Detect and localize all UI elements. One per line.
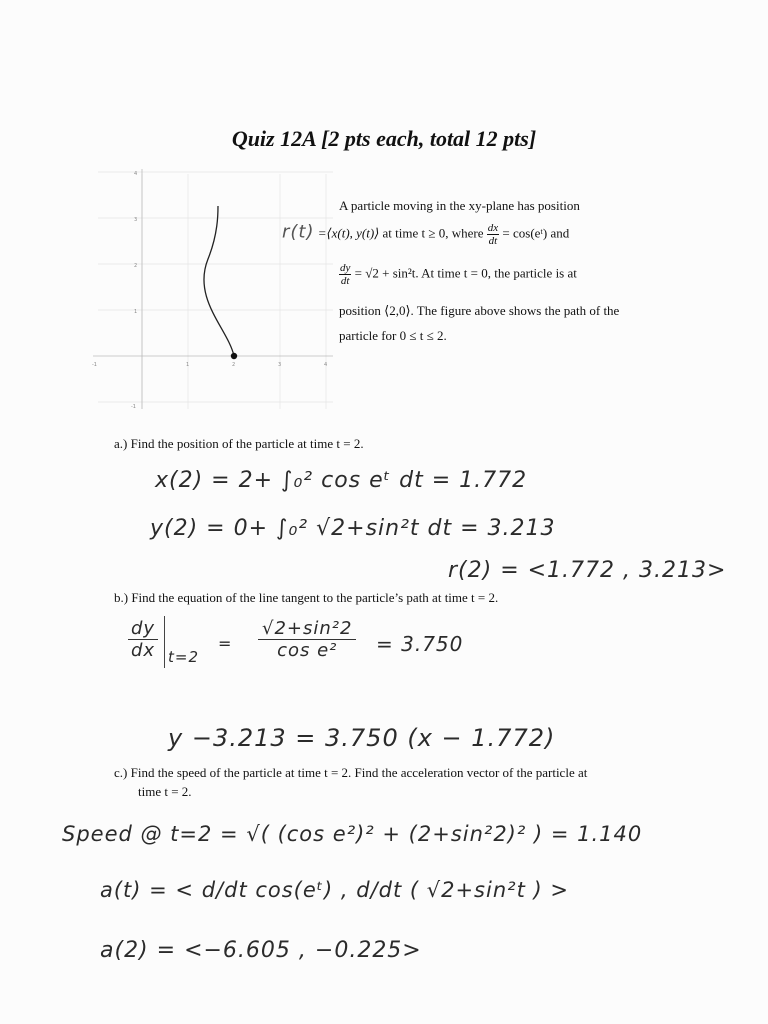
part-a-answer-x: x(2) = 2+ ∫₀² cos eᵗ dt = 1.772 xyxy=(155,468,528,493)
particle-path xyxy=(204,206,234,356)
problem-line4: position ⟨2,0⟩. The figure above shows the path of the xyxy=(339,303,620,318)
problem-line2 xyxy=(282,222,569,247)
hw-dx: dx xyxy=(130,640,156,661)
handwritten-r-of-t: r(t) xyxy=(282,221,315,243)
time-condition: at time t ≥ 0, where xyxy=(382,225,484,241)
and-word: and xyxy=(550,225,570,241)
dt-label: dt xyxy=(488,235,498,247)
hw-equals: = xyxy=(218,634,233,653)
x-tick-label: -1 xyxy=(92,362,97,368)
y-tick-label: 4 xyxy=(134,171,138,177)
x-tick-label: 2 xyxy=(232,362,236,368)
y-tick-label: 3 xyxy=(134,217,138,223)
part-c-accel-vector: a(t) = < d/dt cos(eᵗ) , d/dt ( √2+sin²t ) > xyxy=(100,878,569,902)
x-tick-label: 1 xyxy=(186,362,190,368)
y-tick-label: -1 xyxy=(131,404,136,410)
problem-line3 xyxy=(339,262,577,287)
problem-line1: A particle moving in the xy-plane has position xyxy=(339,198,580,213)
part-c-question-line1: c.) Find the speed of the particle at time t = 2. Find the acceleration vector of the particle at xyxy=(114,765,588,780)
hw-dy: dy xyxy=(128,618,158,640)
graph-grid xyxy=(98,172,333,409)
sqrt-expression: = √2 + sin²t xyxy=(354,265,416,281)
part-c-accel-at-2: a(2) = <−6.605 , −0.225> xyxy=(100,938,422,963)
y-tick-label: 1 xyxy=(134,309,138,315)
evaluation-bar xyxy=(164,616,165,668)
y-tick-label: 2 xyxy=(134,263,138,269)
part-b-question: b.) Find the equation of the line tangent to the particle’s path at time t = 2. xyxy=(114,590,499,605)
at-time-text: . At time t = 0, the particle is at xyxy=(415,265,577,281)
hw-slope-fraction xyxy=(258,618,356,661)
x-tick-label: 3 xyxy=(278,362,282,368)
x-tick-labels xyxy=(92,362,327,368)
problem-line5: particle for 0 ≤ t ≤ 2. xyxy=(339,328,447,343)
dx-dt-fraction xyxy=(487,222,499,247)
part-a-answer-vector: r(2) = <1.772 , 3.213> xyxy=(448,558,727,583)
dy-label: dy xyxy=(340,262,351,274)
y-tick-labels xyxy=(131,171,137,410)
part-b-derivative xyxy=(128,618,158,661)
dy-dt-fraction xyxy=(339,262,351,287)
part-c-speed: Speed @ t=2 = √( (cos e²)² + (2+sin²2)² ) = 1.140 xyxy=(62,822,643,846)
hw-numerator: √2+sin²2 xyxy=(258,618,356,640)
hw-denominator: cos e² xyxy=(277,640,338,661)
part-c-question-line2: time t = 2. xyxy=(138,784,192,799)
hw-at-t2: t=2 xyxy=(168,648,199,666)
position-vector: =⟨x(t), y(t)⟩ xyxy=(317,225,380,241)
start-point xyxy=(231,353,237,359)
dx-label: dx xyxy=(487,222,499,234)
dt-label-2: dt xyxy=(340,275,350,287)
path-graph xyxy=(88,164,338,414)
part-a-question: a.) Find the position of the particle at time t = 2. xyxy=(114,436,364,451)
quiz-title: Quiz 12A [2 pts each, total 12 pts] xyxy=(231,126,537,151)
cos-expression: = cos(eᵗ) xyxy=(502,225,548,241)
hw-slope-result: = 3.750 xyxy=(376,632,464,656)
x-tick-label: 4 xyxy=(324,362,328,368)
part-a-answer-y: y(2) = 0+ ∫₀² √2+sin²t dt = 3.213 xyxy=(150,516,556,541)
part-b-tangent-line: y −3.213 = 3.750 (x − 1.772) xyxy=(168,724,556,752)
